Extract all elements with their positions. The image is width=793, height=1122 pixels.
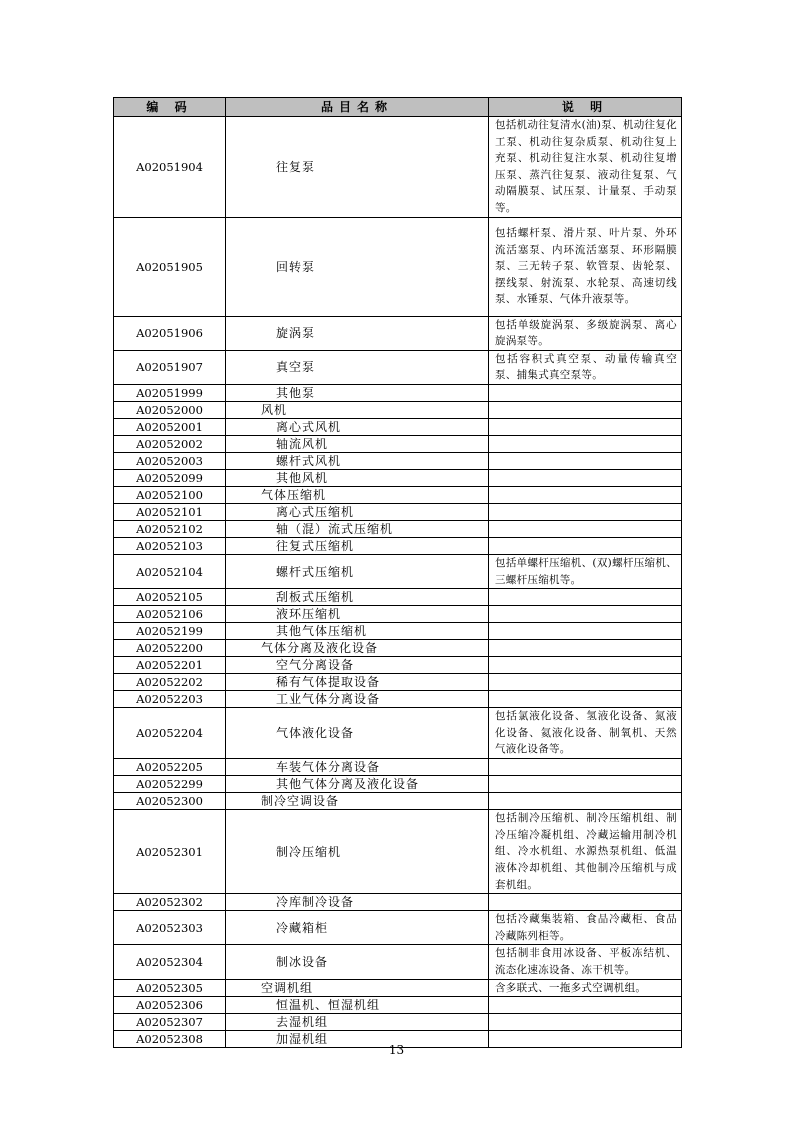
item-description: 包括氯液化设备、氢液化设备、氮液化设备、氦液化设备、制氧机、天然气液化设备等。	[489, 708, 682, 759]
item-name-cell	[226, 894, 489, 911]
table-row	[114, 503, 682, 520]
item-name: 空调机组	[261, 980, 314, 995]
item-code: A02052002	[114, 435, 226, 452]
item-name: 离心式风机	[276, 419, 342, 434]
item-name: 气体分离及液化设备	[261, 641, 379, 656]
item-name: 空气分离设备	[276, 658, 355, 673]
table-row	[114, 776, 682, 793]
item-name-cell	[226, 759, 489, 776]
item-name: 气体液化设备	[276, 726, 355, 741]
item-name-cell	[226, 520, 489, 537]
item-code: A02052300	[114, 793, 226, 810]
item-name-cell	[226, 469, 489, 486]
item-name: 轴（混）流式压缩机	[276, 521, 394, 536]
item-name: 刮板式压缩机	[276, 590, 355, 605]
header-desc: 说 明	[489, 98, 682, 117]
page-number: 13	[388, 1043, 405, 1057]
item-description	[489, 657, 682, 674]
item-name: 车装气体分离设备	[276, 760, 381, 775]
item-name-cell	[226, 606, 489, 623]
item-description	[489, 759, 682, 776]
catalog-table	[113, 97, 682, 1048]
item-description	[489, 537, 682, 554]
item-name-cell	[226, 776, 489, 793]
item-name: 去湿机组	[276, 1015, 329, 1030]
item-description	[489, 894, 682, 911]
item-description: 含多联式、一拖多式空调机组。	[489, 979, 682, 997]
item-description: 包括单螺杆压缩机、(双)螺杆压缩机、三螺杆压缩机等。	[489, 554, 682, 588]
item-description	[489, 997, 682, 1014]
item-name-cell	[226, 657, 489, 674]
item-name: 风机	[261, 402, 288, 417]
item-name: 往复式压缩机	[276, 538, 355, 553]
item-code: A02052301	[114, 810, 226, 894]
table-row	[114, 401, 682, 418]
item-name-cell	[226, 708, 489, 759]
item-description	[489, 469, 682, 486]
item-code: A02052200	[114, 640, 226, 657]
item-name-cell	[226, 503, 489, 520]
table-row	[114, 117, 682, 218]
item-code: A02052302	[114, 894, 226, 911]
item-code: A02052304	[114, 945, 226, 979]
table-row	[114, 589, 682, 606]
item-code: A02052308	[114, 1031, 226, 1048]
table-row	[114, 435, 682, 452]
item-code: A02051907	[114, 350, 226, 384]
item-name: 液环压缩机	[276, 607, 342, 622]
item-description	[489, 640, 682, 657]
item-name-cell	[226, 793, 489, 810]
item-name: 往复泵	[276, 159, 316, 174]
item-code: A02052100	[114, 486, 226, 503]
item-description	[489, 435, 682, 452]
item-name-cell	[226, 401, 489, 418]
item-description	[489, 486, 682, 503]
item-name: 制冰设备	[276, 954, 329, 969]
item-description	[489, 793, 682, 810]
item-description	[489, 520, 682, 537]
item-name: 稀有气体提取设备	[276, 675, 381, 690]
item-description: 包括容积式真空泵、动量传输真空泵、捕集式真空泵等。	[489, 350, 682, 384]
item-name-cell	[226, 640, 489, 657]
item-name: 加湿机组	[276, 1032, 329, 1047]
item-name-cell	[226, 911, 489, 945]
item-name: 工业气体分离设备	[276, 692, 381, 707]
item-description: 包括螺杆泵、滑片泵、叶片泵、外环流活塞泵、内环流活塞泵、环形隔膜泵、三无转子泵、软管泵、齿轮泵、摆线泵、射流泵、水轮泵、高速切线泵、水锤泵、气体升液泵等。	[489, 217, 682, 316]
item-code: A02052305	[114, 979, 226, 997]
item-code: A02052202	[114, 674, 226, 691]
table-row	[114, 316, 682, 350]
item-description	[489, 674, 682, 691]
item-name-cell	[226, 691, 489, 708]
table-row	[114, 486, 682, 503]
table-row	[114, 623, 682, 640]
table-row	[114, 350, 682, 384]
item-description	[489, 776, 682, 793]
item-code: A02052099	[114, 469, 226, 486]
item-description	[489, 401, 682, 418]
item-name-cell	[226, 452, 489, 469]
item-name: 恒温机、恒湿机组	[276, 998, 381, 1013]
item-description	[489, 384, 682, 401]
table-row	[114, 384, 682, 401]
item-name: 螺杆式风机	[276, 453, 342, 468]
item-name-cell	[226, 1014, 489, 1031]
item-code: A02052000	[114, 401, 226, 418]
item-description: 包括制冷压缩机、制冷压缩机组、制冷压缩冷凝机组、冷藏运输用制冷机组、冷水机组、水源热泵机组、低温液体冷却机组、其他制冷压缩机与成套机组。	[489, 810, 682, 894]
item-name: 其他气体压缩机	[276, 624, 368, 639]
table-row	[114, 911, 682, 945]
item-code: A02052306	[114, 997, 226, 1014]
item-name-cell	[226, 979, 489, 997]
item-name-cell	[226, 623, 489, 640]
item-name: 其他气体分离及液化设备	[276, 777, 420, 792]
item-name: 轴流风机	[276, 436, 329, 451]
table-row	[114, 708, 682, 759]
item-description: 包括单级旋涡泵、多级旋涡泵、离心旋涡泵等。	[489, 316, 682, 350]
item-code: A02052103	[114, 537, 226, 554]
item-name-cell	[226, 589, 489, 606]
table-header-row	[114, 98, 682, 117]
item-name: 回转泵	[276, 259, 316, 274]
table-row	[114, 606, 682, 623]
item-code: A02051904	[114, 117, 226, 218]
table-row	[114, 979, 682, 997]
item-description	[489, 452, 682, 469]
item-name-cell	[226, 486, 489, 503]
item-name-cell	[226, 537, 489, 554]
item-description: 包括机动往复清水(油)泵、机动往复化工泵、机动往复杂质泵、机动往复上充泵、机动往复注水泵、机动往复增压泵、蒸汽往复泵、液动往复泵、气动隔膜泵、试压泵、计量泵、手动泵等。	[489, 117, 682, 218]
item-code: A02052204	[114, 708, 226, 759]
item-name: 气体压缩机	[261, 487, 327, 502]
table-body	[114, 117, 682, 1048]
table-row	[114, 674, 682, 691]
item-name-cell	[226, 384, 489, 401]
item-code: A02051999	[114, 384, 226, 401]
table-row	[114, 537, 682, 554]
catalog-table-wrapper	[113, 97, 681, 1048]
item-name-cell	[226, 350, 489, 384]
item-code: A02052203	[114, 691, 226, 708]
table-row	[114, 810, 682, 894]
item-description	[489, 1014, 682, 1031]
item-code: A02052106	[114, 606, 226, 623]
table-row	[114, 452, 682, 469]
item-name: 其他风机	[276, 470, 329, 485]
item-code: A02052003	[114, 452, 226, 469]
table-row	[114, 759, 682, 776]
table-row	[114, 793, 682, 810]
item-code: A02052299	[114, 776, 226, 793]
item-description: 包括冷藏集装箱、食品冷藏柜、食品冷藏陈列柜等。	[489, 911, 682, 945]
item-code: A02052201	[114, 657, 226, 674]
item-description	[489, 589, 682, 606]
item-name-cell	[226, 554, 489, 588]
table-row	[114, 997, 682, 1014]
item-code: A02052001	[114, 418, 226, 435]
item-name-cell	[226, 997, 489, 1014]
item-code: A02052199	[114, 623, 226, 640]
table-row	[114, 469, 682, 486]
item-name: 旋涡泵	[276, 326, 316, 341]
item-code: A02052307	[114, 1014, 226, 1031]
item-name-cell	[226, 217, 489, 316]
table-row	[114, 418, 682, 435]
item-code: A02052104	[114, 554, 226, 588]
item-name: 真空泵	[276, 360, 316, 375]
table-row	[114, 945, 682, 979]
item-description	[489, 606, 682, 623]
table-row	[114, 554, 682, 588]
item-code: A02052303	[114, 911, 226, 945]
item-name-cell	[226, 810, 489, 894]
item-name: 制冷空调设备	[261, 794, 340, 809]
item-description: 包括制非食用冰设备、平板冻结机、流态化速冻设备、冻干机等。	[489, 945, 682, 979]
item-code: A02052105	[114, 589, 226, 606]
item-name: 其他泵	[276, 385, 316, 400]
item-description	[489, 503, 682, 520]
item-description	[489, 418, 682, 435]
item-name: 冷藏箱柜	[276, 920, 329, 935]
item-name-cell	[226, 418, 489, 435]
item-name: 制冷压缩机	[276, 844, 342, 859]
item-code: A02052205	[114, 759, 226, 776]
table-row	[114, 217, 682, 316]
item-name-cell	[226, 316, 489, 350]
item-name-cell	[226, 945, 489, 979]
table-row	[114, 657, 682, 674]
item-description	[489, 623, 682, 640]
item-name-cell	[226, 435, 489, 452]
item-name: 冷库制冷设备	[276, 895, 355, 910]
item-code: A02051905	[114, 217, 226, 316]
item-description	[489, 691, 682, 708]
table-row	[114, 894, 682, 911]
table-row	[114, 1014, 682, 1031]
item-code: A02052101	[114, 503, 226, 520]
item-name: 螺杆式压缩机	[276, 564, 355, 579]
item-name-cell	[226, 674, 489, 691]
table-row	[114, 640, 682, 657]
item-code: A02051906	[114, 316, 226, 350]
header-name: 品目名称	[226, 98, 489, 117]
table-row	[114, 520, 682, 537]
item-code: A02052102	[114, 520, 226, 537]
item-name-cell	[226, 117, 489, 218]
item-name: 离心式压缩机	[276, 504, 355, 519]
table-row	[114, 691, 682, 708]
header-code: 编 码	[114, 98, 226, 117]
